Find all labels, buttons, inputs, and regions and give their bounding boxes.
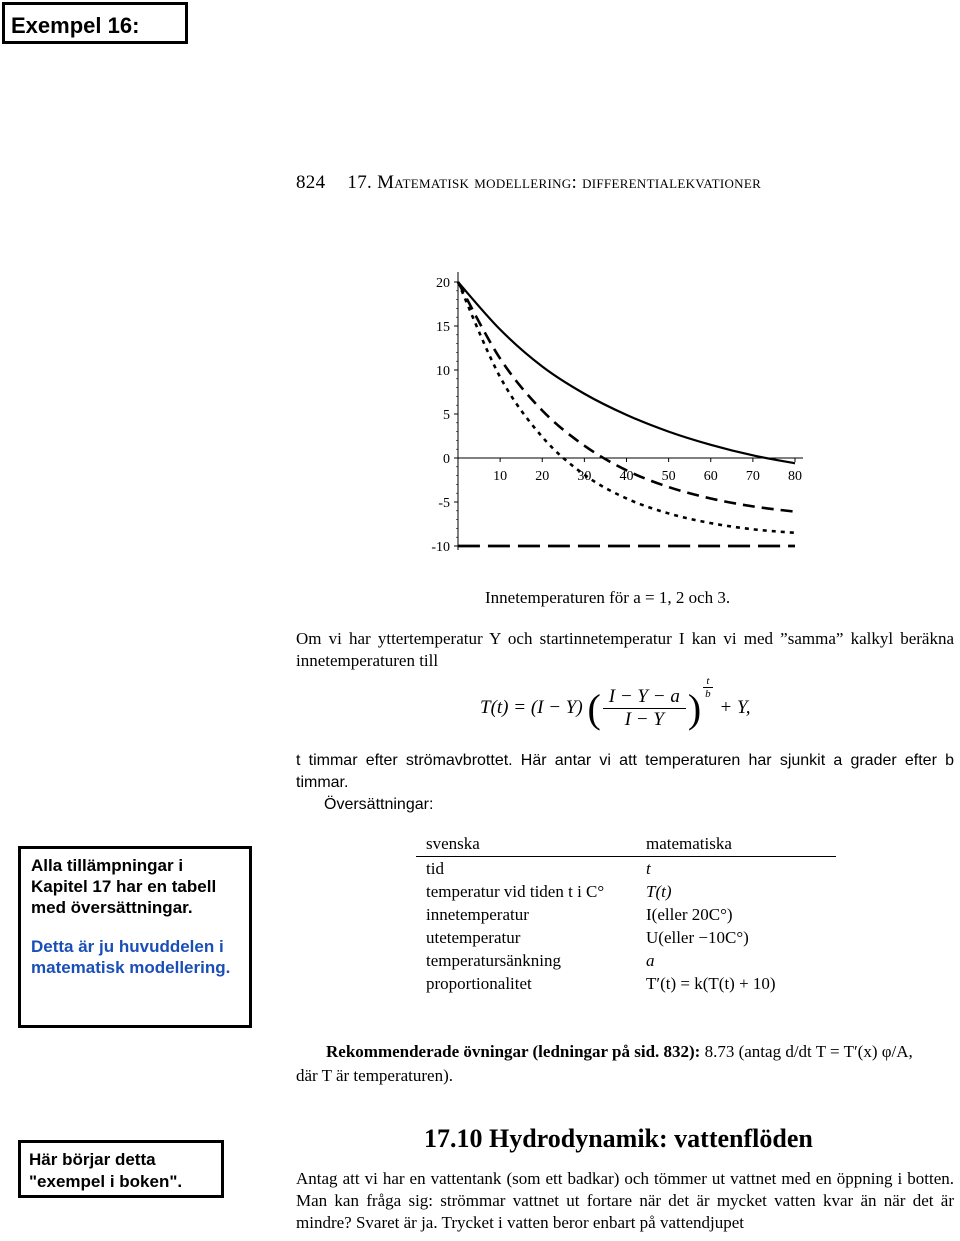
formula-rhs: + Y, [719, 696, 751, 718]
y-tick-label: 10 [436, 364, 450, 379]
recommended-exercise: 8.73 (antag d/dt T = T′(x) φ/A, [700, 1042, 913, 1061]
table-row [416, 926, 836, 949]
recommended-exercises [326, 1042, 913, 1062]
recommended-label: Rekommenderade övningar (ledningar på sid. 832): [326, 1042, 701, 1061]
side-note-highlight: Detta är ju huvuddelen i matematisk modellering. [31, 937, 231, 977]
translations-label: Översättningar: [324, 796, 434, 813]
table-cell: T(t) [646, 881, 672, 901]
table-cell: tid [426, 858, 444, 878]
page-number: 824 [296, 172, 326, 193]
section-title: 17.10 Hydrodynamik: vattenflöden [424, 1124, 813, 1153]
table-header-row [416, 832, 836, 857]
translation-table [416, 832, 836, 995]
chart-caption: Innetemperaturen för a = 1, 2 och 3. [485, 588, 731, 607]
recommended-exercises-cont: där T är temperaturen). [296, 1066, 454, 1085]
y-tick-label: -10 [431, 540, 450, 555]
x-tick-label: 60 [703, 469, 718, 484]
formula-numerator: I − Y − a [603, 686, 686, 709]
table-header-cell: matematiska [636, 832, 836, 857]
paren-open: ( [587, 686, 601, 731]
y-tick-label: 0 [443, 452, 450, 467]
intro-paragraph: Om vi har yttertemperatur Y och startinnetemperatur I kan vi med ”samma” kalkyl beräkna innetemperaturen till [296, 629, 954, 670]
table-row [416, 972, 836, 995]
table-row [416, 880, 836, 903]
x-tick-label: 50 [661, 469, 676, 484]
y-tick-label: -5 [438, 496, 450, 511]
table-row [416, 857, 836, 881]
formula-fraction [603, 686, 686, 731]
section-paragraph: Antag att vi har en vattentank (som ett badkar) och tömmer ut vattnet med en öppning i botten. Man kan fråga sig: strömmar vattnet ut fortare när det är mycket vatten kvar än när det är mindre? Svaret är ja. Trycket i vatten beror enbart på vattendjupet [296, 1169, 954, 1232]
table-row [416, 903, 836, 926]
side-note-text: Alla tillämpningar i Kapitel 17 har en tabell med översättningar. [31, 856, 217, 917]
table-row [416, 949, 836, 972]
x-tick-label: 70 [745, 469, 760, 484]
table-cell: temperatur vid tiden t i C° [426, 881, 605, 901]
after-formula-text: t timmar efter strömavbrottet. Här antar vi att temperaturen har sjunkit a grader efter b timmar. [296, 752, 954, 791]
table-cell: proportionalitet [426, 973, 532, 993]
table-cell: U(eller −10C°) [646, 927, 749, 947]
example-start-note: Här börjar detta "exempel i boken". [18, 1140, 224, 1198]
example-title: Exempel 16: [2, 2, 188, 44]
table-cell: a [646, 950, 655, 970]
x-tick-label: 20 [535, 469, 550, 484]
series-line-dotted [458, 282, 795, 533]
exponent-denominator: b [705, 688, 711, 700]
table-cell: t [646, 858, 651, 878]
table-cell: utetemperatur [426, 927, 521, 947]
temperature-chart [420, 268, 810, 558]
table-cell: T′(t) = k(T(t) + 10) [646, 973, 776, 993]
temperature-formula [480, 675, 751, 732]
chapter-title: 17. Matematisk modellering: differentialekvationer [347, 172, 762, 193]
table-cell: I(eller 20C°) [646, 904, 733, 924]
formula-exponent [701, 675, 715, 700]
y-tick-label: 15 [436, 320, 450, 335]
x-tick-label: 40 [619, 469, 634, 484]
page-header [296, 172, 761, 194]
x-tick-label: 30 [577, 469, 592, 484]
x-tick-label: 80 [788, 469, 802, 484]
x-tick-label: 10 [493, 469, 508, 484]
table-cell: innetemperatur [426, 904, 529, 924]
side-note-box [18, 846, 252, 1028]
table-cell: temperatursänkning [426, 950, 562, 970]
paren-close: ) [687, 686, 702, 731]
y-tick-label: 20 [436, 276, 450, 291]
exponent-numerator: t [703, 675, 713, 688]
formula-denominator: I − Y [624, 709, 664, 730]
table-header-cell: svenska [416, 832, 636, 857]
y-tick-label: 5 [443, 408, 450, 423]
formula-lhs: T(t) = (I − Y) [480, 696, 583, 718]
